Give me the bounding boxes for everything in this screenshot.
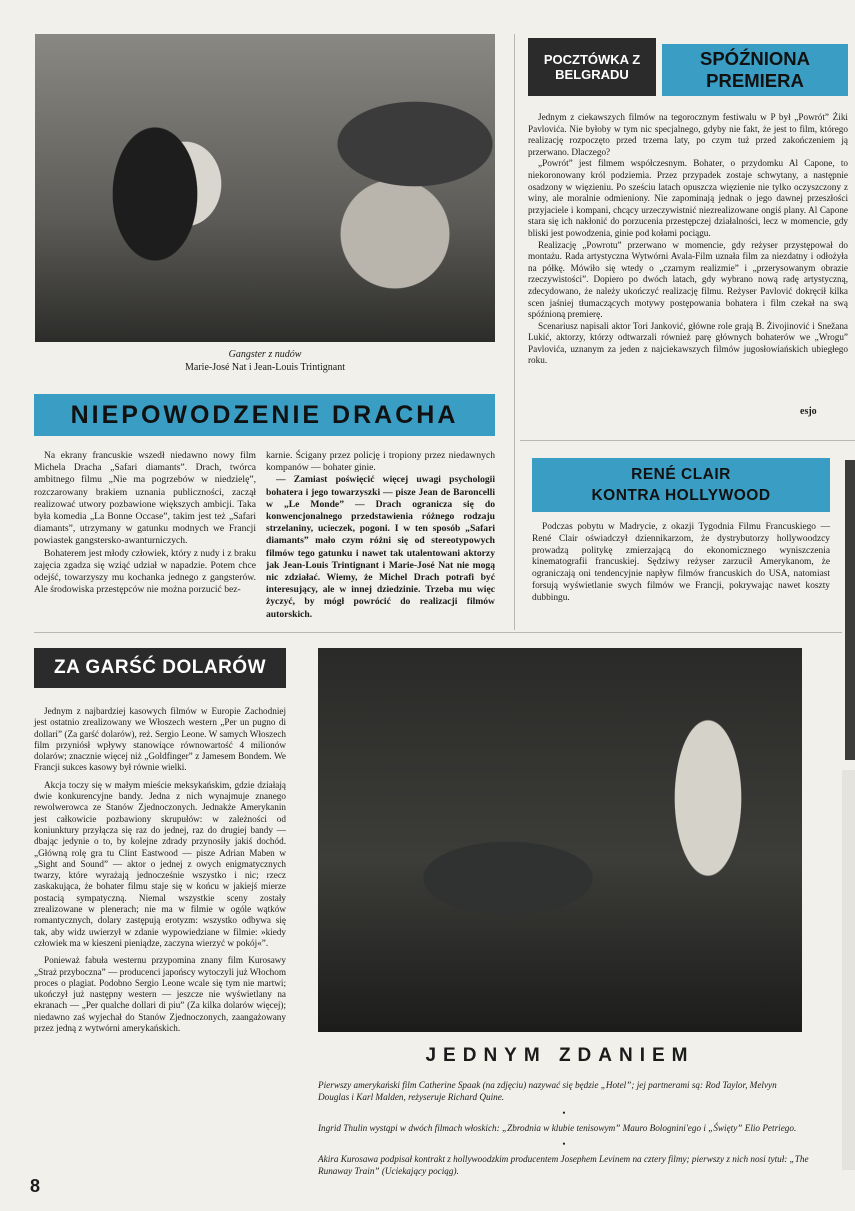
right-edge-bottom: [842, 770, 855, 1170]
belgrad-p3: Realizację „Powrotu” przerwano w momencie, gdy reżyser przystępował do montażu. Rada artystyczna Wytwórni Avala-Film uznała film za niezdatny i odłożyła na półkę. Mówiło się wtedy o „czarnym realizmie” i „przerysowanym obrazie rzeczywistości”. Dopiero po dwóch latach, gdy wybrano nową radę artystyczną, zdecydowano, że należy ukończyć realizację filmu. Reżyser Pavlović dokręcił kilka scen jaśniej tłumaczących motywy postępowania bohatera i film czekał na swą spóźnioną premierę.: [528, 239, 848, 320]
dolary-p2: Akcja toczy się w małym mieście meksykańskim, gdzie działają dwie konkurencyjne bandy. Jedna z nich wynajmuje znanego rewolwerowca ze Stanów Zjednoczonych. Jednakże Amerykanin jest całkowicie pozbawiony skrupułów: w zależności od koniunktury przyłącza się raz do jednej, raz do drugiej bandy — dbając jedynie o to, by kolejne zdrady przynosiły jakiś dochód. „Główną rolę gra tu Clint Eastwood — pisze Adrian Maben w „Sight and Sound” — aktor o jednej z owych enigmatycznych twarzy, które wyrażają jednocześnie wszystko i nic; rzecz zaskakująca, że bohater filmu staje się w końcu w jakiejś mierze postacią sympatyczną. Niemal wszystkie sceny zostały zrealizowane w plenerach; nie ma w filmie w ogóle wątków romantycznych, dolary zastępują erotyzm: wszystko odbywa się tak, aby widz uwierzył w zdanie wypowiedziane w filmie: »kiedy człowiek ma w kieszeni pieniądze, zaczyna wierzyć w pokój«”.: [34, 779, 286, 948]
top-photo-caption: [35, 348, 495, 374]
dolary-headline: [34, 648, 286, 688]
clair-text: Podczas pobytu w Madrycie, z okazji Tygodnia Filmu Francuskiego — René Clair oświadczył dziennikarzom, że dystrybutorzy hollywoodzcy prowadzą politykę zmierzającą do ekonomicznego wyniszczenia kinematografii francuskiej. Sędziwy reżyser zarzucił Amerykanom, że ograniczają oni tendencyjnie napływ filmów francuskich do USA, natomiast forsują wyświetlanie swych filmów we Francji, pokrywając nawet koszty dubbingu.: [532, 522, 830, 603]
belgrad-body: [528, 112, 848, 412]
clair-headline-line2: KONTRA HOLLYWOOD: [591, 487, 771, 504]
dracha-col1: [34, 450, 256, 596]
right-edge-strip: [845, 460, 855, 760]
billiard-photo: [318, 648, 802, 1032]
belgrad-p2: „Powrót” jest filmem współczesnym. Bohater, o przydomku Al Capone, to niekoronowany król podziemia. Przez przypadek zostaje schwytany, a następnie osadzony w więzieniu. Po sześciu latach opuszcza więzienie nie tylko oczyszczony z winy, ale moralnie odmieniony. Nie zapominają jednak o jego dawnej przeszłości przyjaciele i kompani, chcący urzeczywistnić niezrealizowane ongiś plany. Al Capone stara się ich nakłonić do porzucenia przestępczej działalności, lecz w momencie, gdy bliski jest powodzenia, ginie pod kołami pociągu.: [528, 158, 848, 238]
dolary-p3: Ponieważ fabuła westernu przypomina znany film Kurosawy „Straż przyboczna” — producenci japońscy wytoczyli już Włochom proces o plagiat. Podobno Sergio Leone wcale się tym nie martwi; ukończył już następny western — jeszcze nie wyświetlany na ekranach — „Per qualche dollari di piu” (Za kilka dolarów więcej); niedawno zaś wyjechał do Stanów Zjednoczonych, zaangażowany przez jedną z wytwórni amerykańskich.: [34, 955, 286, 1034]
belgrad-tag: [528, 38, 656, 96]
dracha-col2-p2: — Zamiast poświęcić więcej uwagi psychologii bohatera i jego towarzyszki — pisze Jean de Baroncelli w „Le Monde” — Drach ogranicza się do konwencjonalnego przedstawienia różnego rodzaju strzelaniny, ucieczek, pogoni. I w ten sposób „Safari diamants” mało czym różni się od stereotypowych filmów tego gatunku i nawet tak utalentowani aktorzy jak Jean-Louis Trintignant i Marie-José Nat nie mogą nic zdziałać. Wiemy, że Michel Drach potrafi być interesujący, ale w innej dziedzinie. Trzeba mu więc życzyć, by mógł powrócić do realizacji filmów autorskich.: [266, 474, 495, 620]
jz-item-3: Akira Kurosawa podpisał kontrakt z hollywoodzkim producentem Josephem Levinem na cztery filmy; pierwszy z nich nosi tytuł: „The Runaway Train” (Uciekający pociąg).: [318, 1154, 809, 1176]
column-divider: [514, 34, 515, 630]
clair-headline: [532, 458, 830, 512]
jednym-zdaniem-list: [318, 1079, 810, 1182]
dolary-headline-text: ZA GARŚĆ DOLARÓW: [53, 657, 267, 678]
jz-separator-1: •: [562, 1108, 566, 1118]
belgrad-headline-text: SPÓŹNIONA PREMIERA: [700, 48, 810, 91]
dracha-col1-p1: Na ekrany francuskie wszedł niedawno nowy film Michela Dracha „Safari diamants”. Drach, twórca ambitnego filmu „Nie ma pogrzebów w niedzielę”, rozczarowany brakiem uznania publiczności, zaczął realizować utwory pozbawione większych ambicji. Taka była komedia „La Bonne Occase”, takim jest też „Safari diamants”, utrzymany w gatunku modnych we Francji powiastek gangstersko-awanturniczych.: [34, 450, 256, 547]
belgrad-tag-text: POCZTÓWKA Z BELGRADU: [543, 52, 641, 82]
dracha-col1-p2: Bohaterem jest młody człowiek, który z nudy i z braku zajęcia zgadza się wziąć udział w napadzie. Potem chce odejść, towarzyszy mu kochanka jednego z gangsterów. Ale środowiska przestępców nie można porzucić bez-: [34, 547, 256, 596]
jz-item-1: Pierwszy amerykański film Catherine Spaak (na zdjęciu) nazywać się będzie „Hotel”; jej partnerami są: Rod Taylor, Melvyn Douglas i Karl Malden, reżyseruje Richard Quine.: [318, 1080, 777, 1102]
belgrad-signature: esjo: [800, 406, 817, 417]
caption-names: Marie-José Nat i Jean-Louis Trintignant: [185, 362, 345, 373]
clair-body: [532, 522, 830, 605]
dolary-p1: Jednym z najbardziej kasowych filmów w Europie Zachodniej jest ostatnio zrealizowany we Włoszech western „Per un pugno di dollari” (Za garść dolarów), reż. Sergio Leone. W samych Włoszech film przyniósł wpływy stanowiące równowartość 4 milionów dolarów; znacznie więcej niż „Goldfinger” z Jamesem Bondem. We Francji sukces kasowy był równie wielki.: [34, 706, 286, 773]
dolary-body: [34, 706, 286, 1034]
jz-separator-2: •: [562, 1139, 566, 1149]
belgrad-p4: Scenariusz napisali aktor Tori Janković, główne role grają B. Żivojinović i Snežana Lukić, aktorzy, którzy odtwarzali również parę głównych bohaterów we „Wrogu” Pavlovića, uznanym za jeden z najciekawszych filmów jugosłowiańskich ubiegłego roku.: [528, 320, 848, 366]
belgrad-p1: Jednym z ciekawszych filmów na tegorocznym festiwalu w P był „Powrót” Żiki Pavlovića. Nie byłoby w tym nic specjalnego, gdyby nie fakt, że jest to film, którego realizację rozpoczęto przed trzema laty, po czym tuż przed zakończeniem ją przerwano. Dlaczego?: [528, 112, 848, 157]
belgrad-headline: [662, 44, 848, 96]
dracha-headline-text: NIEPOWODZENIE DRACHA: [70, 400, 459, 429]
dracha-col2: [266, 450, 495, 621]
jz-item-2: Ingrid Thulin wystąpi w dwóch filmach włoskich: „Zbrodnia w klubie tenisowym” Mauro Bolognini'ego i „Święty” Elio Petriego.: [318, 1123, 797, 1133]
page-number: 8: [30, 1176, 41, 1196]
dracha-col2-p1: karnie. Ścigany przez policję i tropiony przez niedawnych kompanów — bohater ginie.: [266, 450, 495, 474]
dracha-headline: [34, 394, 495, 436]
belgrad-bottom-rule: [520, 440, 855, 441]
caption-title: Gangster z nudów: [228, 349, 302, 360]
top-photo: [35, 34, 495, 342]
clair-headline-line1: RENÉ CLAIR: [631, 466, 731, 483]
jednym-zdaniem-title: JEDNYM ZDANIEM: [425, 1045, 695, 1066]
section-divider: [34, 632, 842, 633]
